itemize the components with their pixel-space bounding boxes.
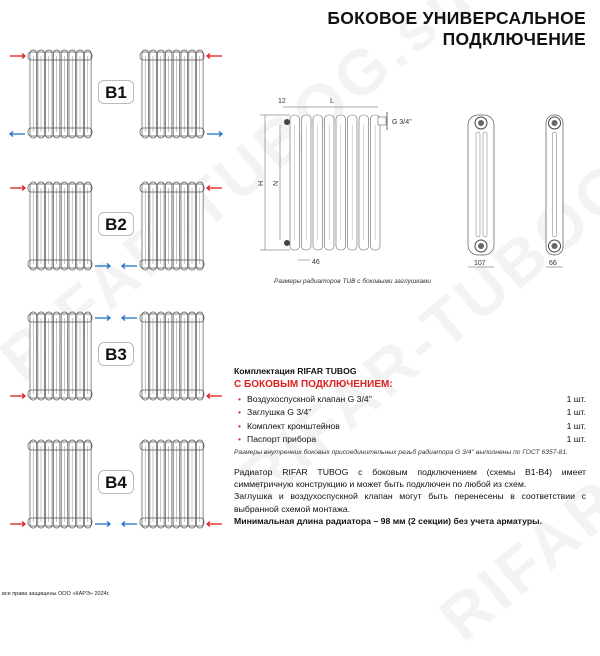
- scheme-label: B3: [98, 342, 134, 366]
- side-view-three-tube: [468, 115, 494, 255]
- description-p3: Минимальная длина радиатора – 98 мм (2 секции) без учета арматуры.: [234, 515, 543, 526]
- radiator-icon: [140, 312, 204, 400]
- return-arrow-icon: [122, 316, 137, 321]
- scheme-label: B4: [98, 470, 134, 494]
- kit-item: [234, 419, 586, 433]
- supply-arrow-icon: [10, 522, 25, 527]
- title-line-2: ПОДКЛЮЧЕНИЕ: [442, 29, 586, 49]
- return-arrow-icon: [10, 132, 25, 137]
- technical-drawing: [250, 90, 600, 280]
- kit-note: Размеры внутренних боковых присоединительных резьб радиатора G 3/4'' выполнены по ГОСТ 6357-81.: [234, 449, 568, 456]
- bullet-icon: •: [238, 420, 242, 431]
- dim-height: H: [258, 180, 265, 186]
- return-arrow-icon: [95, 522, 110, 527]
- bullet-icon: •: [238, 407, 242, 418]
- kit-heading: Комплектация RIFAR TUBOG: [234, 366, 357, 376]
- return-arrow-icon: [95, 316, 110, 321]
- kit-item-qty: 1 шт.: [566, 434, 586, 445]
- title-line-1: БОКОВОЕ УНИВЕРСАЛЬНОЕ: [327, 8, 586, 28]
- return-arrow-icon: [207, 132, 222, 137]
- dim-axis: N: [273, 180, 280, 186]
- scheme-label: B1: [98, 80, 134, 104]
- supply-arrow-icon: [10, 394, 25, 399]
- kit-list: [234, 392, 586, 446]
- radiator-icon: [140, 182, 204, 270]
- scheme-b2: [0, 174, 240, 284]
- dim-thread: G 3/4'': [392, 119, 412, 126]
- radiator-icon: [28, 440, 92, 528]
- copyright: все права защищены ООО «КАРЭ» 2024г.: [2, 591, 110, 597]
- return-arrow-icon: [95, 264, 110, 269]
- kit-item: [234, 392, 586, 406]
- scheme-b3: [0, 304, 240, 414]
- supply-arrow-icon: [10, 54, 25, 59]
- kit-item: [234, 433, 586, 447]
- scheme-b4: [0, 432, 240, 542]
- radiator-icon: [140, 440, 204, 528]
- description-p1: Радиатор RIFAR TUBOG с боковым подключением (схемы В1-В4) имеет симметричную конструкцию и может быть подключен по любой из схем.: [234, 467, 586, 490]
- dim-offset: 12: [278, 98, 286, 105]
- page-title: [327, 8, 586, 50]
- supply-arrow-icon: [207, 54, 222, 59]
- dim-depth-107: 107: [474, 260, 486, 267]
- description-p2: Заглушка и воздухоспускной клапан могут быть перенесены в соответствии с выбранной схемой монтажа.: [234, 491, 586, 514]
- dim-depth-66: 66: [549, 260, 557, 267]
- kit-item: [234, 406, 586, 420]
- radiator-icon: [28, 312, 92, 400]
- kit-item-name: Паспорт прибора: [247, 434, 317, 445]
- kit-item-qty: 1 шт.: [566, 407, 586, 418]
- side-view-two-tube: [546, 115, 563, 255]
- supply-arrow-icon: [207, 394, 222, 399]
- kit-item-qty: 1 шт.: [566, 420, 586, 431]
- scheme-b1: [0, 42, 240, 152]
- return-arrow-icon: [122, 264, 137, 269]
- kit-section: [234, 366, 586, 456]
- supply-arrow-icon: [207, 186, 222, 191]
- return-arrow-icon: [122, 522, 137, 527]
- kit-item-name: Заглушка G 3/4'': [247, 407, 312, 418]
- radiator-front-view: [284, 112, 387, 250]
- kit-subheading: С БОКОВЫМ ПОДКЛЮЧЕНИЕМ:: [234, 379, 393, 390]
- dim-pitch: 46: [312, 259, 320, 266]
- radiator-icon: [140, 50, 204, 138]
- radiator-icon: [28, 50, 92, 138]
- supply-arrow-icon: [10, 186, 25, 191]
- description: [234, 466, 586, 527]
- supply-arrow-icon: [207, 522, 222, 527]
- kit-item-name: Комплект кронштейнов: [247, 420, 340, 431]
- kit-item-name: Воздухоспускной клапан G 3/4'': [247, 393, 372, 404]
- kit-item-qty: 1 шт.: [566, 393, 586, 404]
- dim-length: L: [330, 98, 334, 105]
- bullet-icon: •: [238, 434, 242, 445]
- radiator-icon: [28, 182, 92, 270]
- drawing-caption: Размеры радиаторов TUB с боковыми заглушками: [274, 278, 432, 285]
- scheme-label: B2: [98, 212, 134, 236]
- bullet-icon: •: [238, 393, 242, 404]
